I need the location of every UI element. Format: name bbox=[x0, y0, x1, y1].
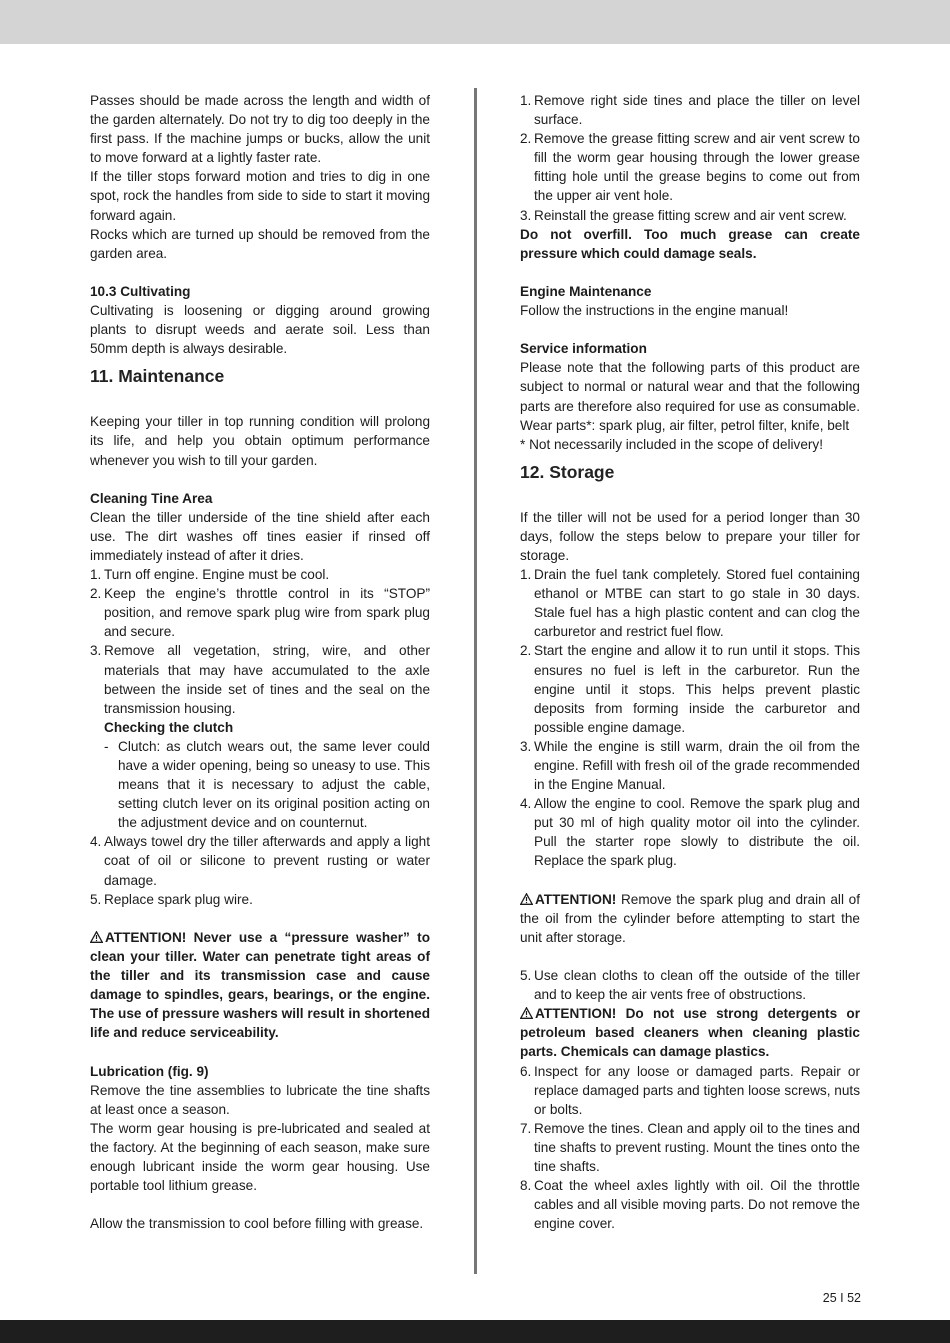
section-heading-engine: Engine Maintenance bbox=[520, 283, 652, 299]
list-item bbox=[520, 129, 860, 205]
paragraph: Clean the tiller underside of the tine shield after each use. The dirt washes off tines easier if rinsed off immediately instead of after it dries. bbox=[90, 509, 430, 563]
right-column bbox=[520, 91, 860, 1233]
section-heading-service: Service information bbox=[520, 341, 647, 357]
section-heading-cultivating: 10.3 Cultivating bbox=[90, 283, 191, 299]
list-item bbox=[90, 565, 430, 584]
list-item bbox=[520, 91, 860, 129]
footer-bar bbox=[0, 1320, 950, 1343]
list-number: 3. bbox=[520, 738, 532, 754]
paragraph: Remove the tine assemblies to lubricate the tine shafts at least once a season. bbox=[90, 1082, 430, 1117]
list-number: 5. bbox=[90, 891, 102, 907]
list-number: 3. bbox=[520, 207, 532, 223]
list-number: 1. bbox=[90, 567, 102, 583]
attention-text: ATTENTION! Do not use strong detergents or petroleum based cleaners when cleaning plastic parts. Chemicals can damage plastics. bbox=[520, 1006, 860, 1060]
list-item bbox=[90, 832, 430, 889]
attention-spark-plug bbox=[520, 890, 860, 947]
list-item bbox=[90, 641, 430, 717]
overfill-warning: Do not overfill. Too much grease can create pressure which could damage seals. bbox=[520, 226, 860, 261]
list-text: Remove the grease fitting screw and air vent screw to fill the worm gear housing through the lower grease fitting hole until the grease begins to come out from the upper air vent hole. bbox=[534, 131, 860, 204]
attention-text: Remove the spark plug and drain all of the oil from the cylinder before attempting to start the unit after storage. bbox=[520, 891, 860, 945]
subheading-checking-clutch: Checking the clutch bbox=[104, 719, 234, 735]
list-text: Keep the engine’s throttle control in its “STOP” position, and remove spark plug wire from spark plug and secure. bbox=[104, 586, 430, 640]
list-text: Allow the engine to cool. Remove the spark plug and put 30 ml of high quality motor oil into the cylinder. Pull the starter rope slowly to distribute the oil. Replace the spark plug. bbox=[534, 796, 860, 869]
list-number: 1. bbox=[520, 93, 532, 108]
list-text: Inspect for any loose or damaged parts. Repair or replace damaged parts and tighten loose screws, nuts or bolts. bbox=[534, 1063, 860, 1117]
chapter-heading-maintenance: 11. Maintenance bbox=[90, 366, 225, 387]
column-divider bbox=[474, 88, 477, 1274]
paragraph: Allow the transmission to cool before filling with grease. bbox=[90, 1216, 424, 1232]
list-number: 8. bbox=[520, 1178, 532, 1194]
list-number: 7. bbox=[520, 1120, 532, 1136]
list-item bbox=[520, 737, 860, 794]
list-item bbox=[520, 565, 860, 641]
list-text: Replace spark plug wire. bbox=[104, 891, 253, 907]
dash-marker: - bbox=[104, 738, 109, 754]
list-text: Use clean cloths to clean off the outside of the tiller and to keep the air vents free of obstructions. bbox=[534, 968, 860, 1003]
dash-item bbox=[90, 737, 430, 832]
list-number: 3. bbox=[90, 643, 102, 659]
paragraph: If the tiller will not be used for a period longer than 30 days, follow the steps below to prepare your tiller for storage. bbox=[520, 509, 860, 563]
paragraph: The worm gear housing is pre-lubricated and sealed at the factory. At the beginning of each season, make sure enough lubricant inside the worm gear housing. Use portable tool lithium grease. bbox=[90, 1120, 430, 1194]
list-text: Turn off engine. Engine must be cool. bbox=[104, 567, 330, 583]
paragraph: Please note that the following parts of this product are subject to normal or natural wear and that the following parts are therefore also required for use as consumable. Wear parts*: spark plug, air filter, petrol filter, knife, belt bbox=[520, 360, 860, 433]
list-number: 2. bbox=[90, 586, 102, 602]
header-bar bbox=[0, 0, 950, 44]
list-item bbox=[520, 641, 860, 736]
list-text: Coat the wheel axles lightly with oil. Oil the throttle cables and all visible moving parts. Do not remove the engine cover. bbox=[534, 1178, 860, 1232]
warning-triangle-icon bbox=[520, 893, 533, 905]
list-text: While the engine is still warm, drain the oil from the engine. Refill with fresh oil of the grade recommended in the Engine Manual. bbox=[534, 738, 860, 793]
paragraph: If the tiller stops forward motion and tries to dig in one spot, rock the handles from side to side to start it moving forward again. bbox=[90, 169, 431, 223]
attention-pressure-washer bbox=[90, 928, 430, 1043]
list-number: 6. bbox=[520, 1063, 532, 1079]
list-item bbox=[90, 890, 430, 909]
list-number: 1. bbox=[520, 567, 532, 583]
list-number: 5. bbox=[520, 968, 532, 984]
list-text: Remove the tines. Clean and apply oil to the tines and tine shafts to prevent rusting. Mount the tines onto the tine shafts. bbox=[534, 1120, 860, 1174]
attention-detergents bbox=[520, 1004, 860, 1061]
left-column bbox=[90, 91, 430, 1233]
dash-text: Clutch: as clutch wears out, the same lever could have a wider opening, being so uneasy to use. This means that it is necessary to adjust the cable, setting clutch lever on its original position acting on the adjustment device and on counternut. bbox=[118, 738, 430, 831]
footnote: * Not necessarily included in the scope of delivery! bbox=[520, 436, 823, 452]
list-text: Reinstall the grease fitting screw and air vent screw. bbox=[534, 207, 847, 223]
list-item bbox=[520, 1119, 860, 1176]
list-text: Remove all vegetation, string, wire, and other materials that may have accumulated to the axle between the inside set of tines and the seal on the transmission housing. bbox=[104, 643, 430, 716]
list-text: Start the engine and allow it to run until it stops. This ensures no fuel is left in the carburetor. Run the engine until it stops. This helps prevent plastic deposits from forming inside the carburetor and possible engine damage. bbox=[534, 643, 860, 735]
list-item bbox=[520, 966, 860, 1004]
attention-text: ATTENTION! Never use a “pressure washer” to clean your tiller. Water can penetrate tight areas of the tiller and its transmission case and cause damage to spindles, gears, bearings, or the engine. The use of pressure washers will result in shortened life and reduce serviceability. bbox=[90, 929, 430, 1041]
list-item bbox=[520, 206, 860, 225]
page-number: 25 I 52 bbox=[822, 1291, 861, 1305]
section-heading-lubrication: Lubrication (fig. 9) bbox=[90, 1063, 209, 1079]
paragraph: Passes should be made across the length and width of the garden alternately. Do not try to dig too deeply in the first pass. If the machine jumps or bucks, allow the unit to move forward at a lightly faster rate. bbox=[90, 93, 430, 166]
list-number: 2. bbox=[520, 643, 532, 659]
list-item bbox=[90, 584, 430, 641]
paragraph: Follow the instructions in the engine manual! bbox=[520, 303, 789, 319]
paragraph: Rocks which are turned up should be removed from the garden area. bbox=[90, 226, 430, 261]
paragraph: Cultivating is loosening or digging around growing plants to disrupt weeds and aerate soil. Less than 50mm depth is always desirable. bbox=[90, 303, 430, 357]
list-item bbox=[520, 794, 860, 870]
list-text: Drain the fuel tank completely. Stored fuel containing ethanol or MTBE can start to go stale in 30 days. Stale fuel has a high plastic content and can clog the carburetor and restrict fuel flow. bbox=[534, 567, 860, 640]
list-item bbox=[520, 1176, 860, 1233]
list-number: 4. bbox=[90, 834, 102, 850]
attention-label: ATTENTION! bbox=[535, 891, 617, 907]
list-number: 4. bbox=[520, 796, 532, 812]
warning-triangle-icon bbox=[90, 931, 103, 943]
list-text: Remove right side tines and place the tiller on level surface. bbox=[534, 93, 860, 128]
section-heading-cleaning: Cleaning Tine Area bbox=[90, 490, 213, 506]
list-number: 2. bbox=[520, 131, 532, 147]
paragraph: Keeping your tiller in top running condition will prolong its life, and help you obtain optimum performance whenever you wish to till your garden. bbox=[90, 414, 430, 468]
chapter-heading-storage: 12. Storage bbox=[520, 461, 615, 482]
warning-triangle-icon bbox=[520, 1007, 533, 1019]
list-text: Always towel dry the tiller afterwards and apply a light coat of oil or silicone to prevent rusting or water damage. bbox=[104, 834, 430, 888]
list-item bbox=[520, 1062, 860, 1119]
